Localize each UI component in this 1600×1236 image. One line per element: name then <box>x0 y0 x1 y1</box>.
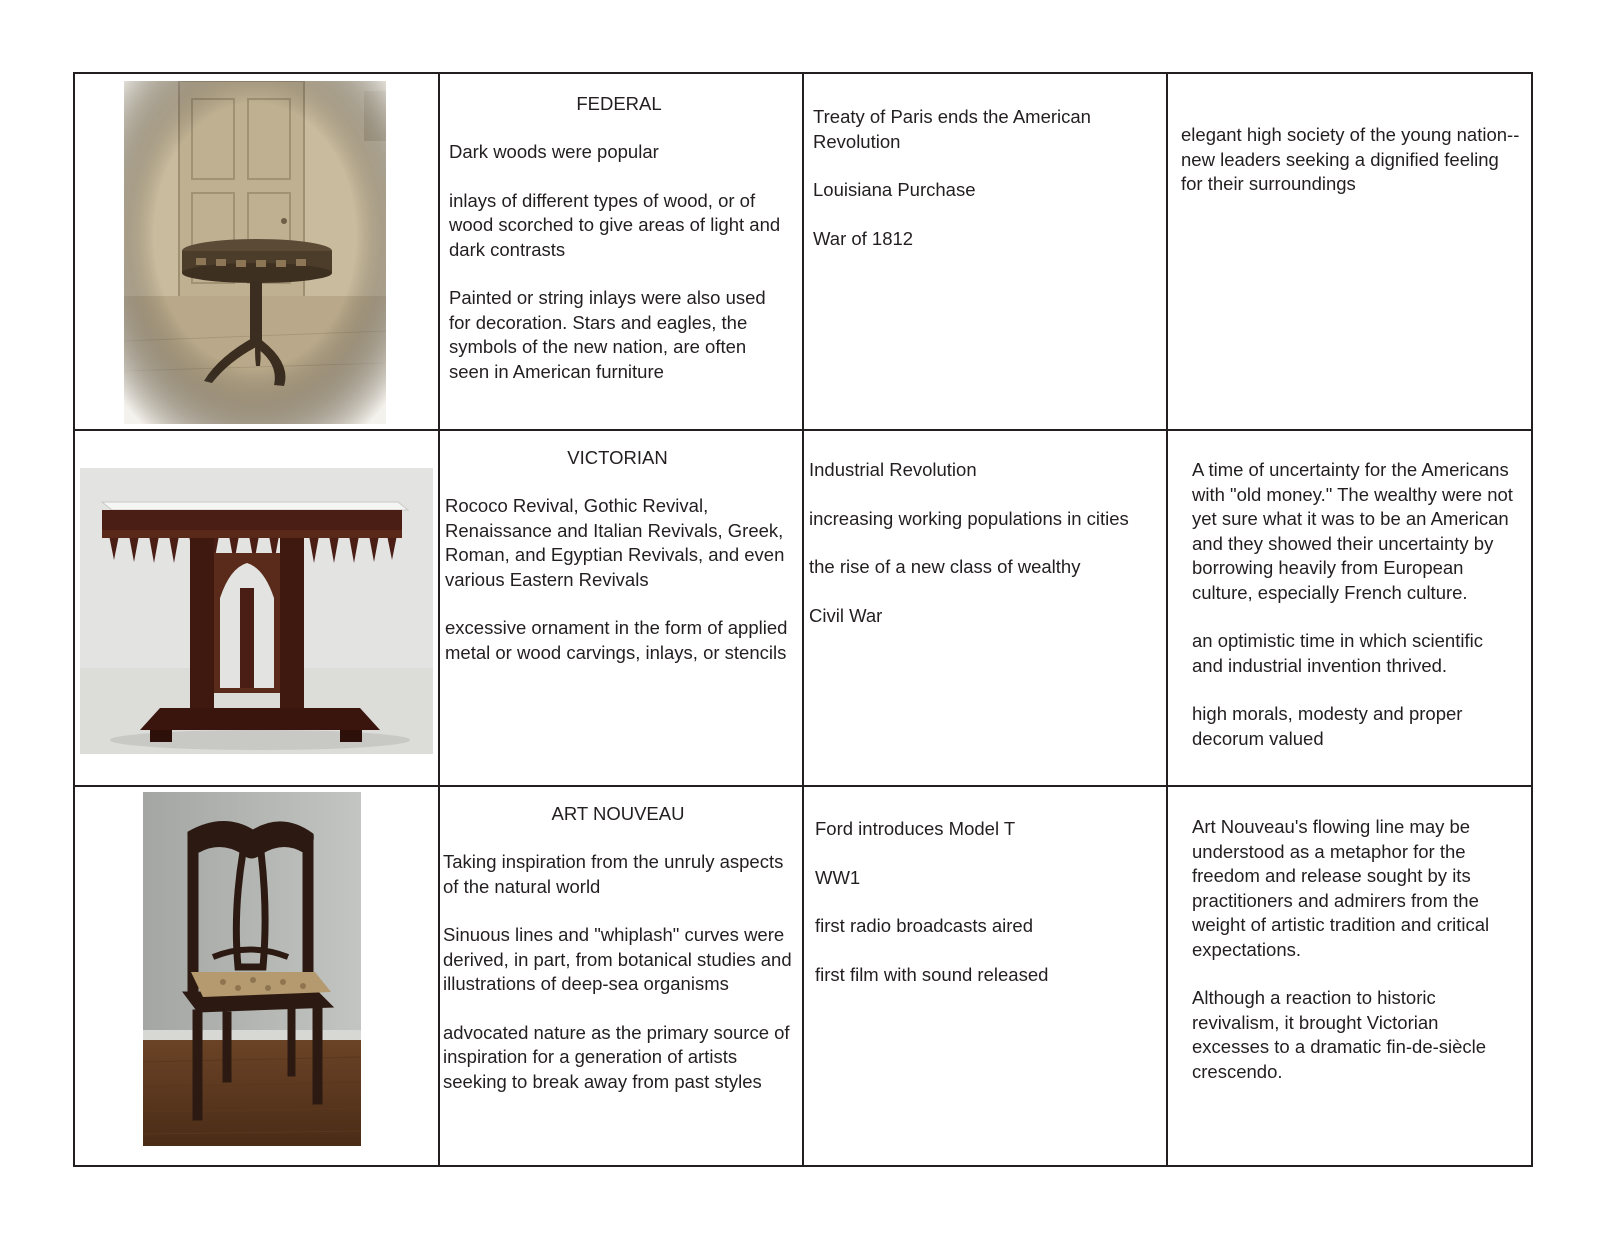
event-text: Industrial Revolution <box>809 459 977 480</box>
victorian-characteristics-cell <box>445 446 790 689</box>
characteristic-text: Dark woods were popular <box>449 141 659 162</box>
furniture-styles-table <box>73 72 1533 1167</box>
style-title: VICTORIAN <box>567 447 668 468</box>
art-nouveau-events-cell <box>815 817 1155 1011</box>
federal-characteristics-cell <box>449 92 789 408</box>
column-divider <box>802 74 804 1165</box>
column-divider <box>1166 74 1168 1165</box>
characteristic-text: Sinuous lines and "whiplash" curves were derived, in part, from botanical studies and illustrations of deep-sea organisms <box>443 924 792 994</box>
society-text: high morals, modesty and proper decorum valued <box>1192 703 1463 749</box>
event-text: WW1 <box>815 866 861 888</box>
society-text: A time of uncertainty for the Americans with "old money." The wealthy were not yet sure what it was to be an American and they showed their uncertainty by borrowing heavily from European culture, especially French culture. <box>1192 459 1513 603</box>
characteristic-text: Painted or string inlays were also used for decoration. Stars and eagles, the symbols of the new nation, are often seen in American furniture <box>449 287 766 382</box>
society-text: Art Nouveau's flowing line may be understood as a metaphor for the freedom and release sought by its practitioners and admirers from the weight of artistic tradition and critical expectations. <box>1192 816 1490 960</box>
event-text: War of 1812 <box>813 227 914 249</box>
society-text: an optimistic time in which scientific and industrial invention thrived. <box>1192 630 1483 676</box>
event-text: Louisiana Purchase <box>813 179 976 200</box>
characteristic-text: advocated nature as the primary source of inspiration for a generation of artists seeking to break away from past styles <box>443 1021 790 1092</box>
society-text: elegant high society of the young nation--new leaders seeking a dignified feeling for their surroundings <box>1181 124 1520 194</box>
column-divider <box>438 74 440 1165</box>
characteristic-text: inlays of different types of wood, or of wood scorched to give areas of light and dark contrasts <box>449 189 781 260</box>
style-title: ART NOUVEAU <box>551 803 685 824</box>
art-nouveau-society-cell <box>1192 815 1517 1108</box>
event-text: first radio broadcasts aired <box>815 915 1033 936</box>
federal-events-cell <box>813 105 1153 275</box>
victorian-society-cell <box>1192 458 1517 775</box>
victorian-events-cell <box>809 458 1154 652</box>
characteristic-text: Rococo Revival, Gothic Revival, Renaissance and Italian Revivals, Greek, Roman, and Egyptian Revivals, and even various Eastern Revivals <box>445 495 785 590</box>
event-text: first film with sound released <box>815 963 1049 985</box>
event-text: the rise of a new class of wealthy <box>809 556 1081 577</box>
federal-drum-table-photo <box>124 81 386 424</box>
event-text: Civil War <box>809 604 883 626</box>
style-title: FEDERAL <box>576 93 662 114</box>
event-text: increasing working populations in cities <box>809 507 1129 529</box>
victorian-gothic-table-photo <box>80 468 433 754</box>
characteristic-text: Taking inspiration from the unruly aspects of the natural world <box>443 851 784 897</box>
federal-society-cell <box>1181 123 1521 221</box>
art-nouveau-characteristics-cell <box>443 802 793 1118</box>
art-nouveau-chair-photo <box>143 792 361 1146</box>
event-text: Treaty of Paris ends the American Revolution <box>813 106 1091 152</box>
characteristic-text: excessive ornament in the form of applied metal or wood carvings, inlays, or stencils <box>445 617 788 663</box>
society-text: Although a reaction to historic revivalism, it brought Victorian excesses to a dramatic fin-de-siècle crescendo. <box>1192 987 1487 1082</box>
event-text: Ford introduces Model T <box>815 818 1016 839</box>
